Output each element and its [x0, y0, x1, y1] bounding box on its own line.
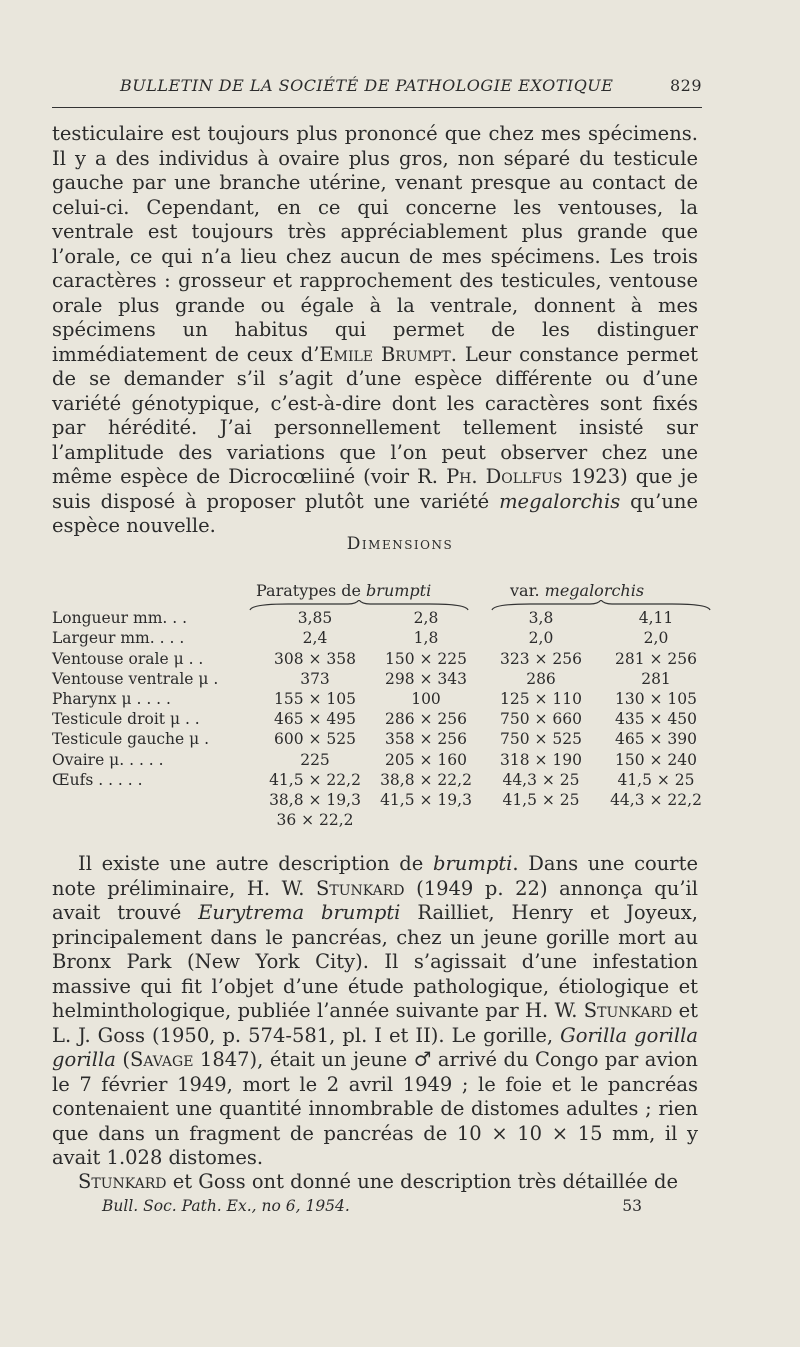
cell-c3: 323 × 256 [499, 649, 582, 668]
footer-citation: Bull. Soc. Path. Ex., no 6, 1954. [102, 1197, 350, 1215]
cell-c3: 750 × 525 [499, 730, 582, 749]
cell-c3: 750 × 660 [499, 710, 582, 729]
cell-c4: 130 × 105 [614, 689, 697, 708]
footer-sheet-number: 53 [622, 1197, 642, 1215]
cell-c1: 3,85 [297, 609, 333, 628]
cell-c4: 4,11 [638, 609, 674, 628]
table-row [52, 809, 712, 829]
cell-c3: 125 × 110 [499, 689, 582, 708]
cell-c1: 155 × 105 [273, 689, 356, 708]
table-row [52, 728, 712, 748]
cell-c3: 318 × 190 [499, 750, 582, 769]
cell-c4: 41,5 × 25 [617, 770, 695, 789]
cell-c1: 225 [300, 750, 330, 769]
cell-c2: 1,8 [413, 629, 439, 648]
row-label: Ovaire μ. . . . . [52, 750, 164, 769]
cell-c2: 205 × 160 [384, 750, 467, 769]
table-row [52, 627, 712, 647]
table-row [52, 789, 712, 809]
table-row [52, 688, 712, 708]
cell-c2: 150 × 225 [384, 649, 467, 668]
cell-c3 [482, 809, 600, 829]
cell-c1: 373 [300, 669, 330, 688]
cell-c2: 100 [411, 689, 441, 708]
paragraph-1: testiculaire est toujours plus prononcé que chez mes spécimens. Il y a des individus à ovaire plus gros, non séparé du testicule gauche par une branche utérine, venant presque au contact de celui-ci. Cependant, en ce qui concerne les ventouses, la ventrale est toujours très appréciablement plus grande que l’orale, ce qui n’a lieu chez aucun de mes spécimens. Les trois caractères : grosseur et rapprochement des testicules, ventouse orale plus grande ou égale à la ventrale, donnent à mes spécimens un habitus qui permet de les distinguer immédiatement de ceux d’Emile Brumpt. Leur constance permet de se demander s’il s’agit d’une espèce différente ou d’une variété génotypique, c’est-à-dire dont les caractères sont fixés par hérédité. J’ai personnellement tellement insisté sur l’amplitude des variations que l’on peut observer chez une même espèce de Dicrocœliiné (voir R. Ph. Dollfus 1923) que je suis disposé à proposer plutôt une variété megalorchis qu’une espèce nouvelle. [52, 122, 698, 537]
cell-c4: 44,3 × 22,2 [610, 790, 702, 809]
row-label: Ventouse orale μ . . [52, 649, 204, 668]
table-row [52, 607, 712, 627]
cell-c2: 358 × 256 [384, 730, 467, 749]
cell-c4: 2,0 [643, 629, 669, 648]
running-header [52, 76, 702, 100]
cell-c3: 44,3 × 25 [502, 770, 580, 789]
cell-c1: 465 × 495 [273, 710, 356, 729]
cell-c3: 41,5 × 25 [502, 790, 580, 809]
cell-c4: 150 × 240 [614, 750, 697, 769]
row-label: Testicule gauche μ . [52, 730, 210, 749]
cell-c2 [370, 809, 482, 829]
table-row [52, 668, 712, 688]
table-row [52, 748, 712, 768]
cell-c2: 38,8 × 22,2 [380, 770, 472, 789]
row-label: Œufs . . . . . [52, 770, 143, 789]
cell-c2: 286 × 256 [384, 710, 467, 729]
group-header-variety: var. megalorchis [510, 581, 645, 600]
cell-c3: 2,0 [528, 629, 554, 648]
cell-c4: 281 [641, 669, 671, 688]
cell-c1: 2,4 [302, 629, 328, 648]
cell-c1: 36 × 22,2 [276, 811, 354, 830]
journal-title: BULLETIN DE LA SOCIÉTÉ DE PATHOLOGIE EXOTIQUE [120, 76, 614, 95]
cell-c1: 600 × 525 [273, 730, 356, 749]
paragraph-2: Il existe une autre description de brumpti. Dans une courte note préliminaire, H. W. Stunkard (1949 p. 22) annonça qu’il avait trouvé Eurytrema brumpti Railliet, Henry et Joyeux, principalement dans le pancréas, chez un jeune gorille mort au Bronx Park (New York City). Il s’agissait d’une infestation massive qui fit l’objet d’une étude pathologique, étiologique et helminthologique, publiée l’année suivante par H. W. Stunkard et L. J. Goss (1950, p. 574-581, pl. I et II). Le gorille, Gorilla gorilla gorilla (Savage 1847), était un jeune ♂ arrivé du Congo par avion le 7 février 1949, mort le 2 avril 1949 ; le foie et le pancréas contenaient une quantité innombrable de distomes adultes ; rien que dans un fragment de pancréas de 10 × 10 × 15 mm, il y avait 1.028 distomes. [52, 852, 699, 1169]
cell-c4: 435 × 450 [614, 710, 697, 729]
cell-c4 [600, 809, 712, 829]
header-rule [52, 107, 702, 108]
row-label [52, 789, 260, 809]
dimensions-table [52, 607, 712, 829]
cell-c1: 308 × 358 [273, 649, 356, 668]
page-number: 829 [669, 76, 702, 95]
table-row [52, 708, 712, 728]
row-label: Pharynx μ . . . . [52, 689, 171, 708]
row-label: Testicule droit μ . . [52, 710, 200, 729]
cell-c4: 465 × 390 [614, 730, 697, 749]
cell-c4: 281 × 256 [614, 649, 697, 668]
cell-c3: 286 [526, 669, 556, 688]
cell-c1: 38,8 × 19,3 [269, 790, 361, 809]
cell-c2: 41,5 × 19,3 [380, 790, 472, 809]
cell-c3: 3,8 [528, 609, 554, 628]
row-label [52, 809, 260, 829]
group-header-paratypes: Paratypes de brumpti [256, 581, 432, 600]
row-label: Longueur mm. . . [52, 609, 188, 628]
cell-c1: 41,5 × 22,2 [269, 770, 361, 789]
row-label: Largeur mm. . . . [52, 629, 185, 648]
table-row [52, 647, 712, 667]
dimensions-heading: Dimensions [346, 534, 454, 554]
footer [102, 1197, 702, 1215]
table-row [52, 769, 712, 789]
cell-c2: 2,8 [413, 609, 439, 628]
cell-c2: 298 × 343 [384, 669, 467, 688]
row-label: Ventouse ventrale μ . [52, 669, 219, 688]
paragraph-3: Stunkard et Goss ont donné une description très détaillée de [78, 1170, 679, 1193]
